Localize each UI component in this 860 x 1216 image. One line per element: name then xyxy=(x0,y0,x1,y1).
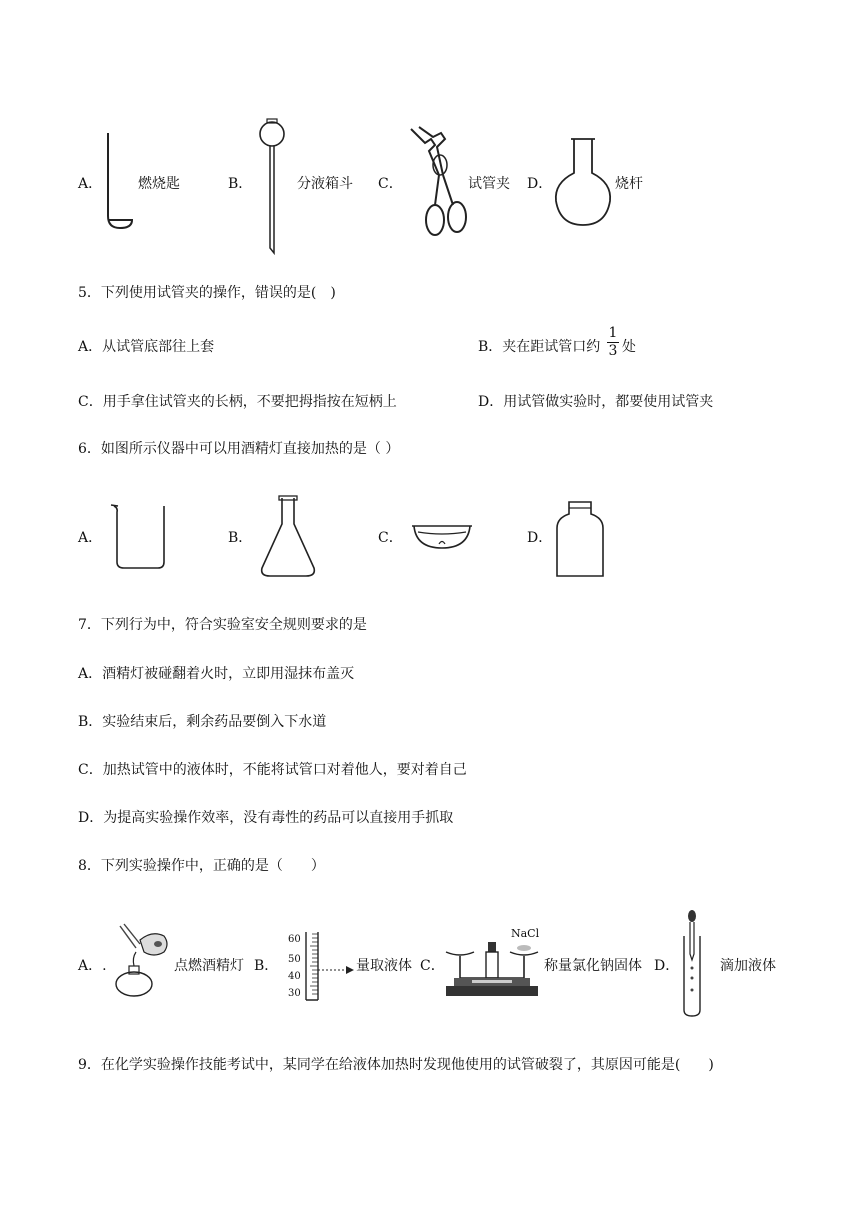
q9-stem: 9．在化学实验操作技能考试中，某同学在给液体加热时发现他使用的试管破裂了，其原因可能是( ) xyxy=(78,1057,714,1073)
cylinder-tick-60: 60 xyxy=(288,934,301,945)
cylinder-tick-40: 40 xyxy=(288,971,301,982)
q4-option-b-letter: B． xyxy=(228,176,253,192)
q5-stem: 5．下列使用试管夹的操作，错误的是( ) xyxy=(78,285,336,301)
q5-option-b-suffix: 处 xyxy=(622,339,636,355)
q7-option-a: A．酒精灯被碰翻着火时，立即用湿抹布盖灭 xyxy=(78,666,355,682)
fraction-numerator: 1 xyxy=(608,325,618,341)
q4-option-d-letter: D． xyxy=(527,176,553,192)
cylinder-tick-50: 50 xyxy=(288,954,301,965)
q4-option-b-label: 分液箱斗 xyxy=(297,176,353,192)
balance-scale-icon xyxy=(442,938,542,1004)
q6-stem: 6．如图所示仪器中可以用酒精灯直接加热的是（ ） xyxy=(78,441,400,457)
round-flask-icon xyxy=(550,135,616,230)
q8-stem: 8．下列实验操作中，正确的是（ ） xyxy=(78,858,325,874)
q6-option-b-letter: B． xyxy=(228,530,253,546)
q5-option-d: D．用试管做实验时，都要使用试管夹 xyxy=(478,394,714,410)
q8-option-b-label: 量取液体 xyxy=(356,958,412,974)
cylinder-tick-30: 30 xyxy=(288,988,301,999)
q8-option-a-label: 点燃酒精灯 xyxy=(174,958,244,974)
q4-option-a-letter: A． xyxy=(78,176,103,192)
q8-option-a-letter: A．. xyxy=(78,958,107,974)
q4-option-c-label: 试管夹 xyxy=(468,176,510,192)
q6-option-c-letter: C． xyxy=(378,530,403,546)
beaker-icon xyxy=(108,502,170,574)
q5-option-c: C．用手拿住试管夹的长柄，不要把拇指按在短柄上 xyxy=(78,394,397,410)
fraction-denominator: 3 xyxy=(608,343,618,359)
q4-option-c-letter: C． xyxy=(378,176,403,192)
test-tube-clamp-icon xyxy=(405,125,471,240)
q5-option-a: A．从试管底部往上套 xyxy=(78,339,215,355)
q5-option-b-fraction xyxy=(607,326,619,359)
q4-option-a-label: 燃烧匙 xyxy=(138,176,180,192)
reagent-bottle-icon xyxy=(555,498,605,580)
q7-option-c: C．加热试管中的液体时，不能将试管口对着他人，要对着自己 xyxy=(78,762,467,778)
dropper-test-tube-icon xyxy=(678,908,708,1020)
conical-flask-icon xyxy=(258,494,318,582)
q6-option-d-letter: D． xyxy=(527,530,553,546)
q7-option-d: D．为提高实验操作效率，没有毒性的药品可以直接用手抓取 xyxy=(78,810,454,826)
evaporating-dish-icon xyxy=(410,522,474,554)
q8-option-b-letter: B． xyxy=(254,958,279,974)
separatory-funnel-icon xyxy=(255,118,291,258)
q8-option-d-letter: D． xyxy=(654,958,680,974)
q6-option-a-letter: A． xyxy=(78,530,103,546)
combustion-spoon-icon xyxy=(100,128,140,238)
q7-option-b: B．实验结束后，剩余药品要倒入下水道 xyxy=(78,714,327,730)
q8-option-c-letter: C． xyxy=(420,958,445,974)
q5-option-b-prefix: B．夹在距试管口约 xyxy=(478,339,601,355)
balance-nacl-label: NaCl xyxy=(511,927,540,940)
q7-stem: 7．下列行为中，符合实验室安全规则要求的是 xyxy=(78,617,367,633)
lighting-alcohol-lamp-icon xyxy=(106,922,174,1002)
q8-option-c-label: 称量氯化钠固体 xyxy=(544,958,642,974)
q8-option-d-label: 滴加液体 xyxy=(720,958,776,974)
q4-option-d-label: 烧杆 xyxy=(615,176,643,192)
